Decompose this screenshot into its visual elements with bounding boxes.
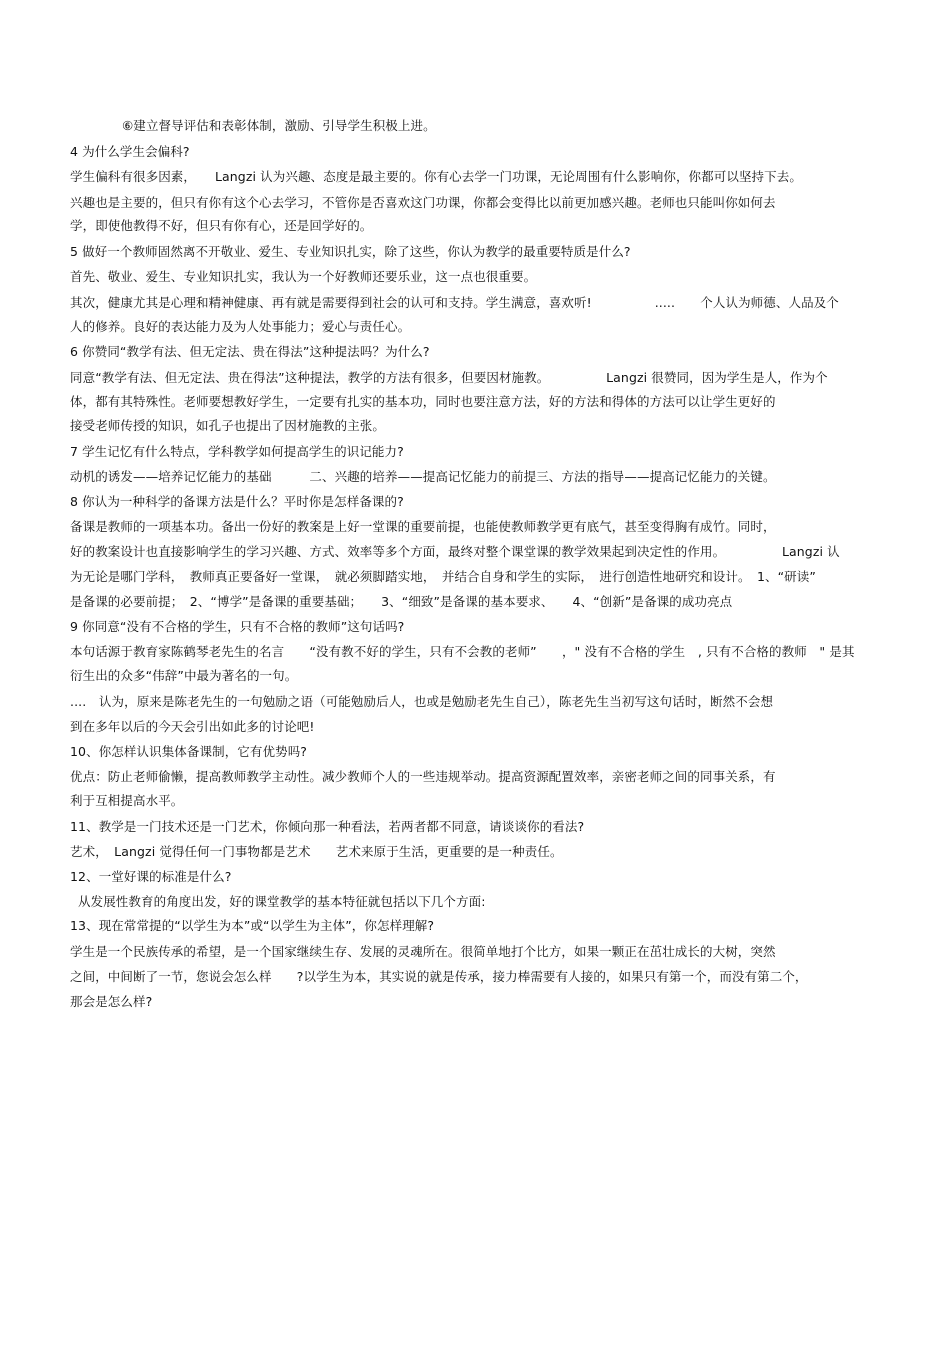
- text-line-12: 体，都有其特殊性。老师要想教好学生，一定要有扎实的基本功，同时也要注意方法，好的方法和得体的方法可以让学生更好的: [70, 394, 776, 409]
- text-line-22: 本句话源于教育家陈鹤琴老先生的名言 “没有教不好的学生，只有不会教的老师” ，" 没有不合格的学生 , 只有不合格的教师 " 是其: [70, 644, 855, 659]
- text-line-35: 之间，中间断了一节，您说会怎么样 ?以学生为本，其实说的就是传承，接力棒需要有人接的，如果只有第一个，而没有第二个，: [70, 969, 808, 984]
- question-4: 4 为什么学生会偏科?: [70, 144, 190, 159]
- text-line-4: 兴趣也是主要的，但只有你有这个心去学习，不管你是否喜欢这门功课，你都会变得比以前更加感兴趣。老师也只能叫你如何去: [70, 195, 776, 210]
- text-line-27: 优点：防止老师偷懒，提高教师教学主动性。减少教师个人的一些违规举动。提高资源配置效率，亲密老师之间的同事关系，有: [70, 769, 776, 784]
- text-line-32: 从发展性教育的角度出发，好的课堂教学的基本特征就包括以下几个方面:: [78, 894, 486, 909]
- question-10: 10、你怎样认识集体备课制，它有优势吗?: [70, 744, 308, 759]
- text-line-23: 衍生出的众多“伟辞”中最为著名的一句。: [70, 668, 298, 683]
- text-line-7: 首先、敬业、爱生、专业知识扎实，我认为一个好教师还要乐业，这一点也很重要。: [70, 269, 537, 284]
- question-8: 8 你认为一种科学的备课方法是什么？平时你是怎样备课的?: [70, 494, 404, 509]
- text-line-19: 为无论是哪门学科， 教师真正要备好一堂课， 就必须脚踏实地， 并结合自身和学生的实际， 进行创造性地研究和设计。 1、“研读”: [70, 569, 816, 584]
- question-13: 13、现在常常提的“以学生为本”或“以学生为主体”，你怎样理解?: [70, 918, 435, 933]
- question-5: 5 做好一个教师固然离不开敬业、爱生、专业知识扎实，除了这些，你认为教学的最重要特质是什么?: [70, 244, 631, 259]
- text-line-36: 那会是怎么样?: [70, 994, 153, 1009]
- text-line-9: 人的修养。良好的表达能力及为人处事能力；爱心与责任心。: [70, 319, 411, 334]
- text-line-1: ⑥建立督导评估和表彰体制，激励、引导学生积极上进。: [122, 118, 436, 133]
- text-line-17: 备课是教师的一项基本功。备出一份好的教案是上好一堂课的重要前提，也能使教师教学更有底气，甚至变得胸有成竹。同时，: [70, 519, 776, 534]
- text-line-24: .... 认为，原来是陈老先生的一句勉励之语（可能勉励后人，也或是勉励老先生自己），陈老先生当初写这句话时，断然不会想: [70, 694, 774, 709]
- text-line-28: 利于互相提高水平。: [70, 793, 184, 808]
- question-11: 11、教学是一门技术还是一门艺术，你倾向那一种看法，若两者都不同意，请谈谈你的看法?: [70, 819, 585, 834]
- text-line-25: 到在多年以后的今天会引出如此多的讨论吧!: [70, 719, 315, 734]
- question-7: 7 学生记忆有什么特点，学科教学如何提高学生的识记能力?: [70, 444, 404, 459]
- text-line-3: 学生偏科有很多因素， Langzi 认为兴趣、态度是最主要的。你有心去学一门功课，无论周围有什么影响你，你都可以坚持下去。: [70, 169, 802, 184]
- text-line-15: 动机的诱发——培养记忆能力的基础 二、兴趣的培养——提高记忆能力的前提三、方法的指导——提高记忆能力的关键。: [70, 469, 776, 484]
- text-line-13: 接受老师传授的知识，如孔子也提出了因材施教的主张。: [70, 418, 386, 433]
- text-line-5: 学，即使他教得不好，但只有你有心，还是回学好的。: [70, 218, 373, 233]
- text-line-11: 同意“教学有法、但无定法、贵在得法”这种提法，教学的方法有很多，但要因材施教。 Langzi 很赞同，因为学生是人，作为个: [70, 370, 828, 385]
- text-line-20: 是备课的必要前提； 2、“博学”是备课的重要基础； 3、“细致”是备课的基本要求、 4、“创新”是备课的成功亮点: [70, 594, 733, 609]
- text-line-30: 艺术， Langzi 觉得任何一门事物都是艺术 艺术来原于生活，更重要的是一种责任。: [70, 844, 563, 859]
- text-line-18: 好的教案设计也直接影响学生的学习兴趣、方式、效率等多个方面，最终对整个课堂课的教学效果起到决定性的作用。 Langzi 认: [70, 544, 840, 559]
- question-12: 12、一堂好课的标准是什么?: [70, 869, 232, 884]
- question-9: 9 你同意“没有不合格的学生，只有不合格的教师”这句话吗?: [70, 619, 405, 634]
- question-6: 6 你赞同“教学有法、但无定法、贵在得法”这种提法吗？为什么?: [70, 344, 430, 359]
- text-line-8: 其次，健康尤其是心理和精神健康、再有就是需要得到社会的认可和支持。学生满意，喜欢听! ..... 个人认为师德、人品及个: [70, 295, 839, 310]
- text-line-34: 学生是一个民族传承的希望，是一个国家继续生存、发展的灵魂所在。很简单地打个比方，如果一颗正在茁壮成长的大树，突然: [70, 944, 776, 959]
